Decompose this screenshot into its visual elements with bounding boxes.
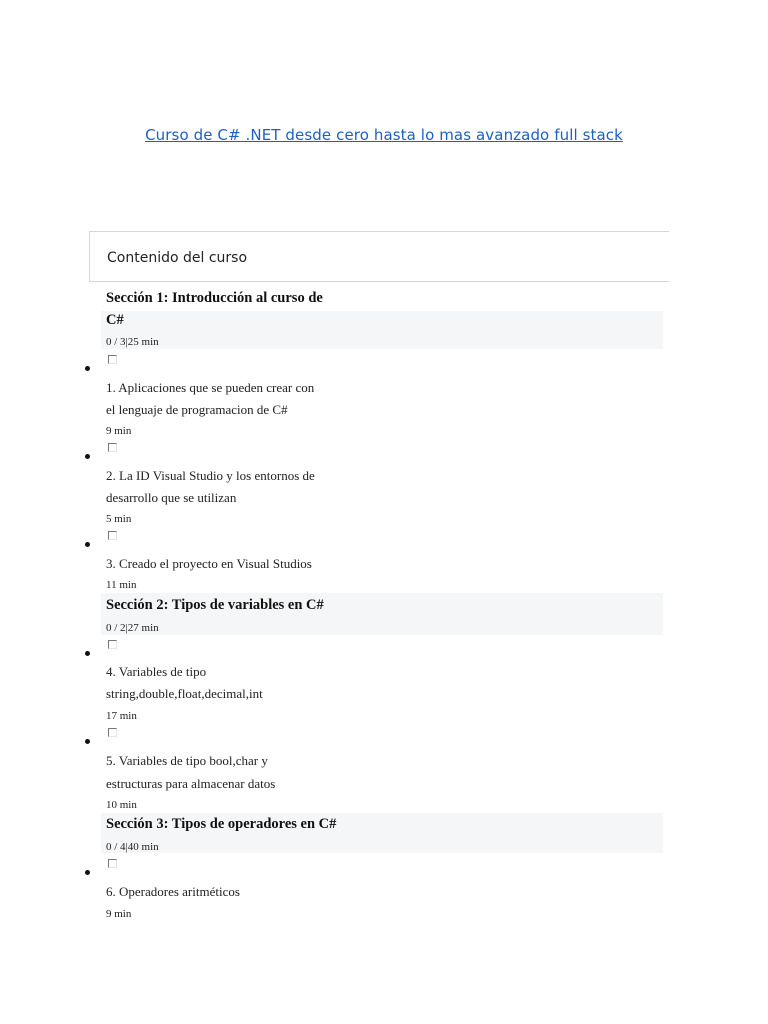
section-1-meta: 0 / 3|25 min [106, 336, 159, 348]
lesson-3-checkbox[interactable] [108, 531, 117, 540]
lesson-5-title-line-1[interactable]: 5. Variables de tipo bool,char y [106, 753, 268, 768]
lesson-2-title-line-1[interactable]: 2. La ID Visual Studio y los entornos de [106, 468, 315, 483]
section-3-meta: 0 / 4|40 min [106, 841, 159, 853]
section-1-title-line-2[interactable]: C# [106, 312, 124, 328]
lesson-2-bullet [85, 454, 90, 459]
lesson-4-checkbox[interactable] [108, 640, 117, 649]
lesson-2-duration: 5 min [106, 513, 132, 525]
lesson-6-duration: 9 min [106, 908, 132, 920]
lesson-5-title-line-2[interactable]: estructuras para almacenar datos [106, 776, 276, 791]
section-3-title[interactable]: Sección 3: Tipos de operadores en C# [106, 816, 337, 832]
section-2-meta: 0 / 2|27 min [106, 622, 159, 634]
lesson-6-checkbox[interactable] [108, 859, 117, 868]
lesson-5-checkbox[interactable] [108, 728, 117, 737]
lesson-3-title-line-1[interactable]: 3. Creado el proyecto en Visual Studios [106, 556, 312, 571]
lesson-5-bullet [85, 739, 90, 744]
lesson-2-checkbox[interactable] [108, 443, 117, 452]
lesson-3-duration: 11 min [106, 579, 137, 591]
lesson-1-bullet [85, 366, 90, 371]
lesson-3-bullet [85, 542, 90, 547]
lesson-5-duration: 10 min [106, 799, 137, 811]
section-1-band [101, 311, 663, 349]
lesson-4-title-line-1[interactable]: 4. Variables de tipo [106, 664, 207, 679]
course-content-label: Contenido del curso [107, 250, 248, 266]
lesson-4-duration: 17 min [106, 710, 137, 722]
lesson-1-title-line-2[interactable]: el lenguaje de programacion de C# [106, 402, 288, 417]
section-2-title[interactable]: Sección 2: Tipos de variables en C# [106, 597, 324, 613]
course-title-link[interactable]: Curso de C# .NET desde cero hasta lo mas avanzado full stack [145, 126, 623, 144]
lesson-6-title-line-1[interactable]: 6. Operadores aritméticos [106, 884, 240, 899]
course-content-header [89, 231, 669, 282]
lesson-2-title-line-2[interactable]: desarrollo que se utilizan [106, 490, 237, 505]
lesson-4-title-line-2[interactable]: string,double,float,decimal,int [106, 686, 263, 701]
lesson-4-bullet [85, 651, 90, 656]
section-1-title-line-1[interactable]: Sección 1: Introducción al curso de [106, 290, 323, 306]
lesson-1-duration: 9 min [106, 425, 132, 437]
lesson-1-title-line-1[interactable]: 1. Aplicaciones que se pueden crear con [106, 380, 315, 395]
lesson-1-checkbox[interactable] [108, 355, 117, 364]
lesson-6-bullet [85, 870, 90, 875]
